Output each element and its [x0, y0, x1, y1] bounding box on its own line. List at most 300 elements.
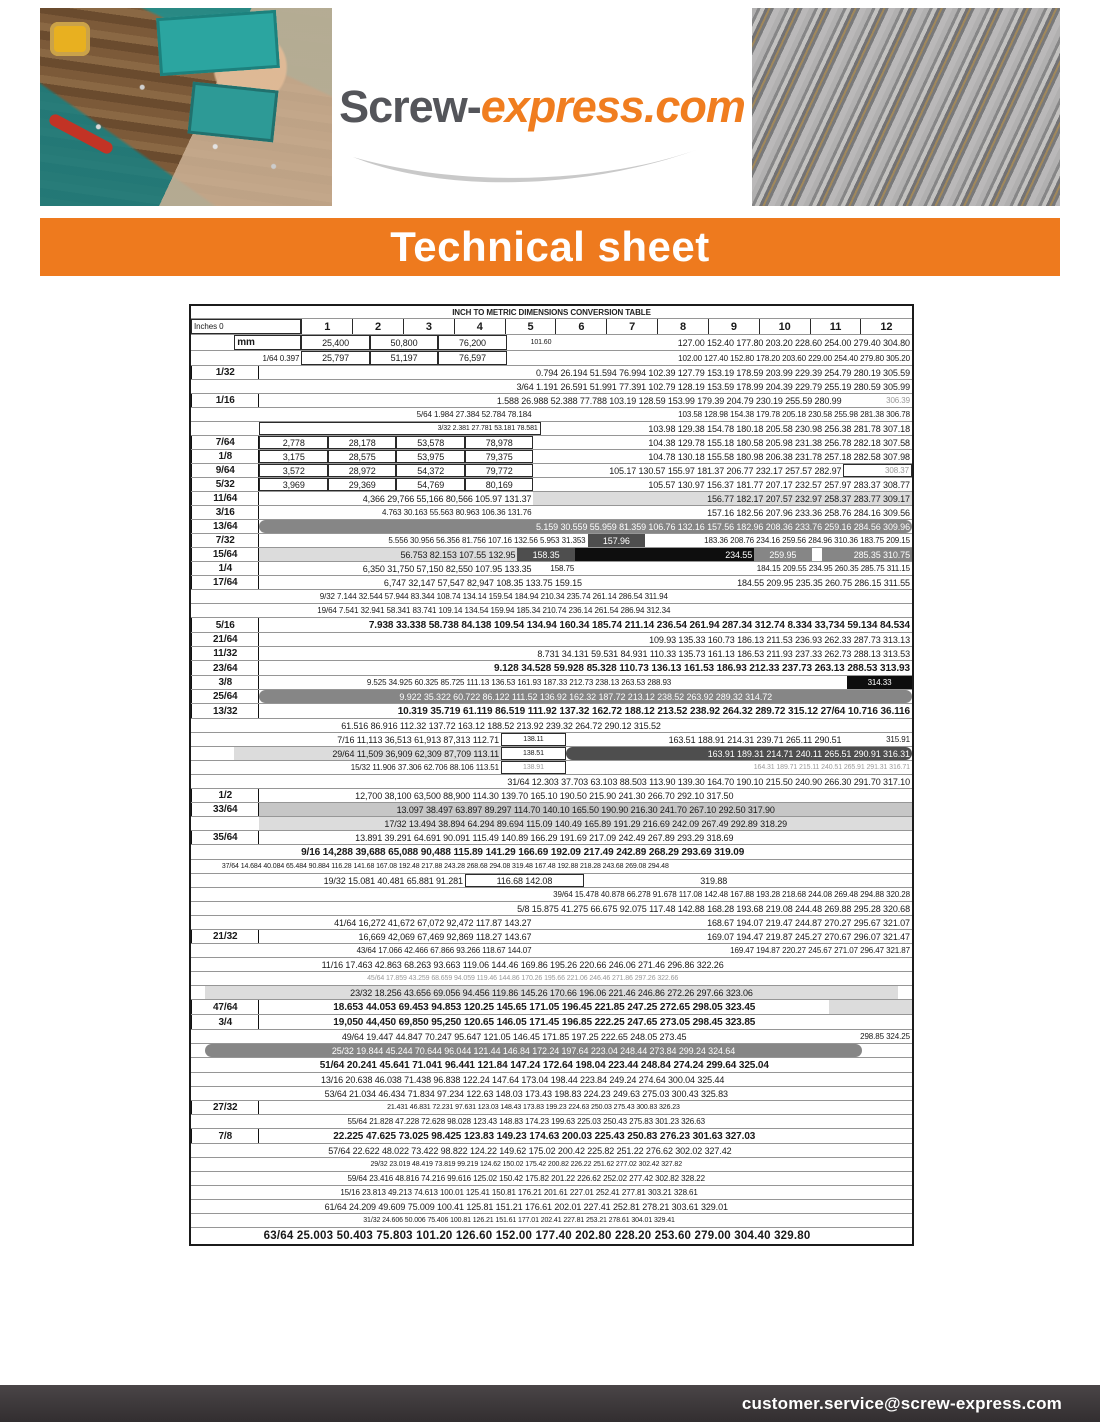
table-row: [191, 534, 912, 548]
table-cell: 13.097 38.497 63.897 89.297 114.70 140.10 165.50 190.90 216.30 241.70 267.10 292.50 317.90: [259, 803, 912, 816]
table-cell: 16,669 42,069 67,469 92,869 118.27 143.67: [358, 931, 532, 942]
table-row: [191, 704, 912, 719]
table-cell: 45/64 17.859 43.259 68.659 94.059 119.46 144.86 170.26 195.66 221.06 246.46 271.86 297.26 322.66: [367, 975, 679, 982]
table-cell: [191, 1058, 234, 1072]
table-cell: 9/32 7.144 32.544 57.944 83.344 108.74 134.14 159.54 184.94 210.34 235.74 261.14 286.54 311.94: [319, 592, 668, 601]
table-cell: mm: [234, 335, 301, 350]
table-row: [191, 747, 912, 761]
table-cell: 31/64 12.303 37.703 63.103 88.503 113.90 139.30 164.70 190.10 215.50 240.90 266.30 291.70 317.10: [507, 776, 910, 787]
table-cell: 54,372: [396, 464, 464, 477]
table-cell: 3,175: [259, 450, 327, 463]
table-cell: 29/64 11,509 36,909 62,309 87,709 113.11: [234, 747, 501, 760]
table-cell: 29,369: [328, 478, 396, 491]
table-row: [191, 845, 912, 860]
conversion-table: [189, 304, 914, 1246]
row-label: 3/4: [191, 1015, 259, 1029]
row-label: 17/64: [191, 576, 259, 589]
table-row: [191, 661, 912, 676]
table-row: [191, 618, 912, 633]
table-cell: [797, 1214, 912, 1227]
table-row: [191, 1158, 912, 1172]
page-title: Technical sheet: [390, 223, 710, 270]
table-cell: [191, 1186, 241, 1199]
table-cell: 6: [555, 319, 606, 334]
table-cell: 31/32 24.606 50.006 75.406 100.81 126.21 151.61 177.01 202.41 227.81 253.21 278.61 304.01 329.41: [363, 1217, 675, 1224]
table-cell: [191, 860, 220, 873]
table-cell: 19/32 15.081 40.481 65.881 91.281: [323, 875, 463, 886]
table-cell: 116.68 142.08: [465, 874, 584, 887]
table-row: [191, 506, 912, 520]
table-cell: Inches 0: [191, 319, 301, 334]
table-cell: [191, 1228, 213, 1244]
table-cell: [191, 1073, 234, 1086]
row-label: 1/32: [191, 366, 259, 379]
table-cell: [191, 845, 234, 859]
table-cell: 5.556 30.956 56.356 81.756 107.16 132.56 5.953 31.353: [388, 536, 586, 545]
table-row: [191, 958, 912, 972]
table-cell: 29/32 23.019 48.419 73.819 99.219 124.62 150.02 175.42 200.82 226.22 251.62 277.02 302.42 327.82: [370, 1161, 683, 1168]
table-cell: 11: [810, 319, 861, 334]
table-cell: 10.319 35.719 61.119 86.519 111.92 137.32 162.72 188.12 213.52 238.92 264.32 289.72 315.12 27/64 10.716 36.116: [397, 705, 910, 717]
table-row: [191, 478, 912, 492]
table-row: [191, 319, 912, 335]
table-cell: [811, 845, 912, 859]
table-cell: 28,575: [328, 450, 396, 463]
table-cell: [862, 1228, 912, 1244]
table-row: [191, 1015, 912, 1030]
table-cell: 2: [352, 319, 403, 334]
table-cell: 59/64 23.416 48.816 74.216 99.616 125.02 150.42 175.82 201.22 226.62 252.02 277.42 302.82 328.22: [347, 1174, 705, 1183]
table-cell: 163.51 188.91 214.31 239.71 265.11 290.51: [668, 734, 842, 745]
table-cell: 169.47 194.87 220.27 245.67 271.07 296.47 321.87: [730, 946, 910, 955]
table-cell: 61.516 86.916 112.32 137.72 163.12 188.52 213.92 239.32 264.72 290.12 315.52: [341, 720, 661, 731]
table-cell: 17/32 13.494 38.894 64.294 89.694 115.09 140.49 165.89 191.29 216.69 242.09 267.49 292.89 318.29: [259, 817, 912, 830]
table-cell: [191, 1044, 205, 1057]
table-cell: [191, 1115, 241, 1128]
table-cell: [811, 972, 912, 985]
table-cell: [829, 1129, 912, 1143]
table-row: [191, 1044, 912, 1058]
table-cell: 9.922 35.322 60.722 86.122 111.52 136.92 162.32 187.72 213.12 238.52 263.92 289.32 314.72: [259, 690, 912, 703]
table-cell: [191, 1144, 241, 1157]
table-cell: [191, 604, 234, 617]
table-row: [191, 1115, 912, 1129]
table-row: [191, 520, 912, 534]
table-row: [191, 930, 912, 944]
table-row: [191, 789, 912, 803]
row-label: 21/64: [191, 633, 259, 646]
table-cell: 25,797: [301, 351, 369, 365]
table-cell: 21.431 46.831 72.231 97.631 123.03 148.43 173.83 199.23 224.63 250.03 275.43 300.83 326.23: [387, 1104, 680, 1111]
table-row: [191, 916, 912, 930]
table-cell: 5: [505, 319, 556, 334]
logo-text-orange: express.com: [480, 81, 745, 132]
table-cell: 9/16 14,288 39,688 65,088 90,488 115.89 141.29 166.69 192.09 217.49 242.89 268.29 293.69 319.09: [301, 846, 745, 858]
table-cell: [779, 676, 847, 689]
table-cell: 306.39: [886, 396, 910, 405]
table-row: [191, 335, 912, 351]
table-cell: 50,800: [370, 335, 438, 350]
table-cell: 158.35: [517, 548, 574, 561]
table-cell: [829, 1000, 912, 1014]
row-label: 27/32: [191, 1101, 259, 1114]
table-cell: 25,400: [301, 335, 369, 350]
table-cell: 5/8 15.875 41.275 66.675 92.075 117.48 142.88 168.28 193.68 219.08 244.48 269.88 295.28 320.68: [517, 903, 910, 914]
table-cell: 308.37: [843, 464, 911, 477]
table-cell: 184.55 209.95 235.35 260.75 286.15 311.55: [737, 577, 910, 588]
table-cell: [753, 590, 912, 603]
table-cell: [191, 1030, 234, 1043]
row-label: 11/64: [191, 492, 259, 505]
table-cell: [812, 548, 823, 561]
table-row: [191, 464, 912, 478]
table-row: [191, 986, 912, 1000]
table-cell: 57/64 22.622 48.022 73.422 98.822 124.22 149.62 175.02 200.42 225.82 251.22 276.62 302.02 327.42: [328, 1145, 732, 1156]
table-cell: 23/32 18.256 43.656 69.056 94.456 119.86 145.26 170.66 196.06 221.46 246.86 272.26 297.66 323.06: [205, 986, 897, 999]
table-cell: 28,178: [328, 436, 396, 449]
table-cell: 10: [759, 319, 810, 334]
row-label: 47/64: [191, 1000, 259, 1014]
table-cell: 169.07 194.47 219.87 245.27 270.67 296.07 321.47: [707, 931, 910, 942]
row-label: 35/64: [191, 831, 259, 844]
table-cell: 41/64 16,272 41,672 67,072 92,472 117.87 143.27: [334, 917, 532, 928]
table-cell: 28,972: [328, 464, 396, 477]
table-cell: [811, 1200, 912, 1213]
table-cell: 105.17 130.57 155.97 181.37 206.77 232.17 257.57 282.97: [609, 465, 842, 476]
table-cell: 4: [454, 319, 505, 334]
table-cell: 7: [606, 319, 657, 334]
table-cell: [725, 719, 912, 732]
table-row: [191, 860, 912, 874]
table-cell: [811, 1073, 912, 1086]
row-label: 13/64: [191, 520, 259, 533]
table-cell: 315.91: [886, 735, 910, 744]
table-cell: 138.11: [501, 733, 566, 746]
table-cell: 103.58 128.98 154.38 179.78 205.18 230.58 255.98 281.38 306.78: [678, 410, 910, 419]
table-row: [191, 633, 912, 647]
table-row: [191, 604, 912, 618]
table-cell: 127.00 152.40 177.80 203.20 228.60 254.00 279.40 304.80: [677, 337, 910, 348]
table-row: [191, 1030, 912, 1044]
table-cell: 0.794 26.194 51.594 76.994 102.39 127.79 153.19 178.59 203.99 229.39 254.79 280.19 305.59: [536, 367, 910, 378]
table-cell: 9.525 34.925 60.325 85.725 111.13 136.53 161.93 187.33 212.73 238.13 263.53 288.93: [366, 678, 672, 687]
table-cell: 138.51: [501, 747, 566, 760]
table-row: [191, 576, 912, 590]
table-cell: [191, 590, 234, 603]
table-row: [191, 647, 912, 661]
table-row: [191, 1058, 912, 1073]
table-cell: [829, 1015, 912, 1029]
row-label: 5/32: [191, 478, 259, 491]
table-row: [191, 1073, 912, 1087]
table-row: [191, 1000, 912, 1015]
table-cell: [811, 1158, 912, 1171]
table-cell: 3/32 2.381 27.781 53.181 78.581: [259, 422, 540, 435]
table-cell: [191, 747, 234, 760]
table-row: [191, 562, 912, 576]
table-cell: 51/64 20.241 45.641 71.041 96.441 121.84 147.24 172.64 198.04 223.44 248.84 274.24 299.64 325.04: [319, 1059, 769, 1071]
table-cell: [811, 1172, 912, 1185]
table-cell: 25/32 19.844 45.244 70.644 96.044 121.44 146.84 172.24 197.64 223.04 248.44 273.84 299.24 324.64: [205, 1044, 861, 1057]
table-cell: 103.98 129.38 154.78 180.18 205.58 230.98 256.38 281.78 307.18: [648, 423, 910, 434]
table-row: [191, 733, 912, 747]
table-row: [191, 719, 912, 733]
table-cell: 3/64 1.191 26.591 51.991 77.391 102.79 128.19 153.59 178.99 204.39 229.79 255.19 280.59 305.99: [516, 381, 910, 392]
table-cell: 3,572: [259, 464, 327, 477]
table-row: [191, 450, 912, 464]
table-cell: 55/64 21.828 47.228 72.628 98.028 123.43 148.83 174.23 199.63 225.03 250.43 275.83 301.23 326.63: [347, 1117, 705, 1126]
table-row: [191, 1087, 912, 1101]
table-cell: [191, 422, 259, 435]
table-row: [191, 761, 912, 775]
table-cell: 19/64 7.541 32.941 58.341 83.741 109.14 134.54 159.94 185.34 210.74 236.14 261.54 286.94 312.34: [317, 606, 671, 615]
table-cell: 53,578: [396, 436, 464, 449]
row-label: 13/32: [191, 704, 259, 718]
table-cell: 15/32 11.906 37.306 62.706 88.106 113.51: [350, 763, 500, 772]
table-row: [191, 436, 912, 450]
brand-logo: [339, 81, 745, 133]
table-row: [191, 803, 912, 817]
table-row: [191, 394, 912, 408]
table-cell: 79,375: [465, 450, 533, 463]
title-banner: [40, 218, 1060, 276]
table-cell: 12: [860, 319, 911, 334]
table-cell: 8.731 34.131 59.531 84.931 110.33 135.73 161.13 186.53 211.93 237.33 262.73 288.13 313.53: [537, 648, 910, 659]
table-cell: [807, 1101, 912, 1114]
table-cell: 184.15 209.55 234.95 260.35 285.75 311.15: [756, 564, 910, 573]
table-row: [191, 422, 912, 436]
table-row: [191, 380, 912, 394]
table-row: [191, 306, 912, 319]
table-cell: 285.35 310.75: [822, 548, 912, 561]
table-row: [191, 817, 912, 831]
table-cell: 4.763 30.163 55.563 80.963 106.36 131.76: [381, 508, 532, 517]
table-cell: 158.75: [550, 564, 575, 573]
table-cell: 63/64 25.003 50.403 75.803 101.20 126.60 152.00 177.40 202.80 228.20 253.60 279.00 304.40 329.80: [263, 1230, 811, 1242]
table-cell: 314.33: [847, 676, 912, 689]
table-cell: 9: [708, 319, 759, 334]
table-cell: 54,769: [396, 478, 464, 491]
table-cell: 76,200: [438, 335, 506, 350]
table-row: [191, 831, 912, 845]
table-row: [191, 972, 912, 986]
logo-text-dark: Screw-: [339, 81, 481, 132]
table-cell: 157.16 182.56 207.96 233.36 258.76 284.16 309.56: [707, 507, 910, 518]
table-cell: 2,778: [259, 436, 327, 449]
table-cell: 56.753 82.153 107.55 132.95: [259, 548, 517, 561]
scattered-screws: [40, 8, 332, 206]
table-cell: [829, 831, 912, 844]
row-label: 7/64: [191, 436, 259, 449]
row-label: 9/64: [191, 464, 259, 477]
table-cell: [191, 1200, 241, 1213]
row-label: 33/64: [191, 803, 259, 816]
logo-swoosh: [347, 139, 707, 189]
row-label: 23/64: [191, 661, 259, 675]
table-cell: [191, 408, 259, 421]
table-cell: [191, 1158, 241, 1171]
table-cell: 164.31 189.71 215.11 240.51 265.91 291.31 316.71: [753, 764, 910, 771]
table-row: [191, 888, 912, 902]
workbench-photo: [40, 8, 332, 206]
table-cell: 18.653 44.053 69.453 94.853 120.25 145.65 171.05 196.45 221.85 247.25 272.65 298.05 323.45: [333, 1001, 756, 1013]
table-cell: 156.77 182.17 207.57 232.97 258.37 283.77 309.17: [533, 492, 912, 505]
table-cell: 138.91: [501, 761, 566, 774]
table-row: [191, 590, 912, 604]
table-cell: 76,597: [438, 351, 506, 365]
table-cell: [191, 1087, 241, 1100]
table-cell: 53,975: [396, 450, 464, 463]
table-cell: [811, 958, 912, 971]
table-cell: [191, 1214, 241, 1227]
row-label: 1/16: [191, 394, 259, 407]
row-label: 3/8: [191, 676, 259, 689]
table-cell: 168.67 194.07 219.47 244.87 270.27 295.67 321.07: [707, 917, 910, 928]
table-cell: 319.88: [700, 875, 728, 886]
table-cell: 234.55: [575, 548, 754, 561]
table-row: [191, 1186, 912, 1200]
table-cell: 80,169: [465, 478, 533, 491]
table-row: [191, 548, 912, 562]
table-cell: 49/64 19.447 44.847 70.247 95.647 121.05 146.45 171.85 197.25 222.65 248.05 273.45: [341, 1031, 687, 1042]
table-cell: [191, 1172, 241, 1185]
table-cell: 11/16 17.463 42.863 68.263 93.663 119.06 144.46 169.86 195.26 220.66 246.06 271.46 296.86 322.26: [321, 959, 724, 970]
table-cell: [688, 1030, 800, 1043]
table-cell: [191, 972, 234, 985]
table-row: [191, 1228, 912, 1244]
table-cell: [191, 761, 234, 774]
table-cell: [191, 916, 234, 929]
page-header: [40, 8, 1060, 206]
table-cell: [191, 719, 278, 732]
conversion-table-rows: [191, 306, 912, 1244]
table-cell: 39/64 15.478 40.878 66.278 91.678 117.08 142.48 167.88 193.28 218.68 244.08 269.48 294.88 320.28: [553, 890, 910, 899]
row-label: 7/32: [191, 534, 259, 547]
row-label: 25/64: [191, 690, 259, 703]
table-cell: [191, 944, 234, 957]
table-cell: 6,350 31,750 57,150 82,550 107.95 133.35: [362, 563, 532, 574]
table-cell: 1/64 0.397: [262, 353, 300, 363]
table-cell: 3,969: [259, 478, 327, 491]
row-label: 7/8: [191, 1129, 259, 1143]
row-label: 1/8: [191, 450, 259, 463]
table-cell: 109.93 135.33 160.73 186.13 211.53 236.93 262.33 287.73 313.13: [649, 634, 910, 645]
row-label: 21/32: [191, 930, 259, 943]
table-cell: 78,978: [465, 436, 533, 449]
table-row: [191, 1129, 912, 1144]
table-cell: 183.36 208.76 234.16 259.56 284.96 310.36 183.75 209.15: [704, 536, 910, 545]
table-cell: 163.91 189.31 214.71 240.11 265.51 290.91 316.31: [566, 747, 912, 760]
table-row: [191, 690, 912, 704]
table-cell: [898, 986, 912, 999]
table-cell: 104.78 130.18 155.58 180.98 206.38 231.78 257.18 282.58 307.98: [648, 451, 910, 462]
table-cell: 13/16 20.638 46.038 71.438 96.838 122.24 147.64 173.04 198.44 223.84 249.24 274.64 300.04 325.44: [321, 1074, 725, 1085]
table-cell: [191, 335, 234, 350]
table-cell: 4,366 29,766 55,166 80,566 105.97 131.37: [362, 493, 532, 504]
table-cell: [191, 986, 205, 999]
table-cell: [191, 775, 259, 788]
table-cell: 5.159 30.559 55.959 81.359 106.76 132.16 157.56 182.96 208.36 233.76 259.16 284.56 309.96: [259, 520, 912, 533]
table-cell: 22.225 47.625 73.025 98.425 123.83 149.23 174.63 200.03 225.43 250.83 276.23 301.63 327.03: [333, 1130, 756, 1142]
row-label: 3/16: [191, 506, 259, 519]
table-row: [191, 1214, 912, 1228]
table-cell: 7.938 33.338 58.738 84.138 109.54 134.94 160.34 185.74 211.14 236.54 261.94 287.34 312.74 8.334 33,734 59.134 84.534: [368, 619, 910, 631]
table-cell: 104.38 129.78 155.18 180.58 205.98 231.38 256.78 282.18 307.58: [648, 437, 910, 448]
table-cell: 61/64 24.209 49.609 75.009 100.41 125.81 151.21 176.61 202.01 227.41 252.81 278.21 303.61 329.01: [324, 1201, 728, 1212]
table-cell: [854, 1058, 912, 1072]
table-cell: [191, 733, 234, 746]
table-cell: 1: [301, 319, 352, 334]
table-cell: 259.95: [754, 548, 811, 561]
row-label: 5/16: [191, 618, 259, 632]
contact-email-link[interactable]: customer.service@screw-express.com: [741, 1393, 1062, 1413]
table-cell: [191, 902, 259, 915]
table-cell: 105.57 130.97 156.37 181.77 207.17 232.57 257.97 283.37 308.77: [648, 479, 910, 490]
table-cell: [191, 958, 234, 971]
table-row: [191, 1101, 912, 1115]
page-footer: [0, 1385, 1100, 1422]
table-cell: [811, 1087, 912, 1100]
table-cell: 19,050 44,450 69,850 95,250 120.65 146.05 171.45 196.85 222.25 247.65 273.05 298.45 323.85: [333, 1016, 756, 1028]
table-cell: 51,197: [370, 351, 438, 365]
table-cell: 12,700 38,100 63,500 88,900 114.30 139.70 165.10 190.50 215.90 241.30 266.70 292.10 317.50: [355, 790, 734, 801]
table-cell: 53/64 21.034 46.434 71.834 97.234 122.63 148.03 173.43 198.83 224.23 249.63 275.03 300.43 325.83: [324, 1088, 728, 1099]
table-row: [191, 944, 912, 958]
table-cell: [818, 1144, 912, 1157]
table-row: [191, 366, 912, 380]
table-cell: [862, 1044, 912, 1057]
table-cell: INCH TO METRIC DIMENSIONS CONVERSION TABLE: [452, 307, 651, 317]
table-cell: 7/16 11,113 36,513 61,913 87,313 112.71: [337, 734, 500, 745]
table-row: [191, 902, 912, 916]
row-label: 15/64: [191, 548, 259, 561]
table-cell: 13.891 39.291 64.691 90.091 115.49 140.89 166.29 191.69 217.09 242.49 267.89 293.29 318.69: [355, 832, 734, 843]
table-row: [191, 408, 912, 422]
table-cell: 6,747 32,147 57,547 82,947 108.35 133.75 159.15: [383, 577, 582, 588]
table-row: [191, 1200, 912, 1214]
table-cell: 298.85 324.25: [860, 1032, 910, 1041]
table-cell: 79,772: [465, 464, 533, 477]
row-label: 1/4: [191, 562, 259, 575]
table-row: [191, 874, 912, 888]
table-cell: [753, 604, 912, 617]
table-row: [191, 492, 912, 506]
screws-photo: [752, 8, 1060, 206]
table-cell: [191, 380, 259, 393]
table-row: [191, 1144, 912, 1158]
table-cell: 37/64 14.684 40.084 65.484 90.884 116.28 141.68 167.08 192.48 217.88 243.28 268.68 294.08 319.48 167.48 192.88 218.28 243.68 269.08 294.48: [221, 863, 669, 870]
table-row: [191, 351, 912, 366]
table-row: [191, 676, 912, 690]
table-row: [191, 775, 912, 789]
table-cell: 9.128 34.528 59.928 85.328 110.73 136.13 161.53 186.93 212.33 237.73 263.13 288.53 313.93: [494, 662, 910, 674]
table-cell: 3: [403, 319, 454, 334]
table-cell: 43/64 17.066 42.466 67.866 93.266 118.67 144.07: [356, 946, 532, 955]
table-cell: 101.60: [530, 339, 552, 346]
table-cell: [191, 888, 259, 901]
table-cell: [843, 874, 911, 887]
table-cell: [829, 789, 912, 802]
table-cell: 157.96: [588, 534, 646, 547]
table-cell: 102.00 127.40 152.80 178.20 203.60 229.00 254.40 279.80 305.20: [678, 353, 910, 363]
row-label: 1/2: [191, 789, 259, 802]
table-cell: 1.588 26.988 52.388 77.788 103.19 128.59 153.99 179.39 204.79 230.19 255.59 280.99: [496, 395, 842, 406]
table-cell: 5/64 1.984 27.384 52.784 78.184: [416, 410, 532, 419]
table-cell: [797, 1186, 912, 1199]
table-cell: [811, 1115, 912, 1128]
row-label: 11/32: [191, 647, 259, 660]
table-row: [191, 1172, 912, 1186]
